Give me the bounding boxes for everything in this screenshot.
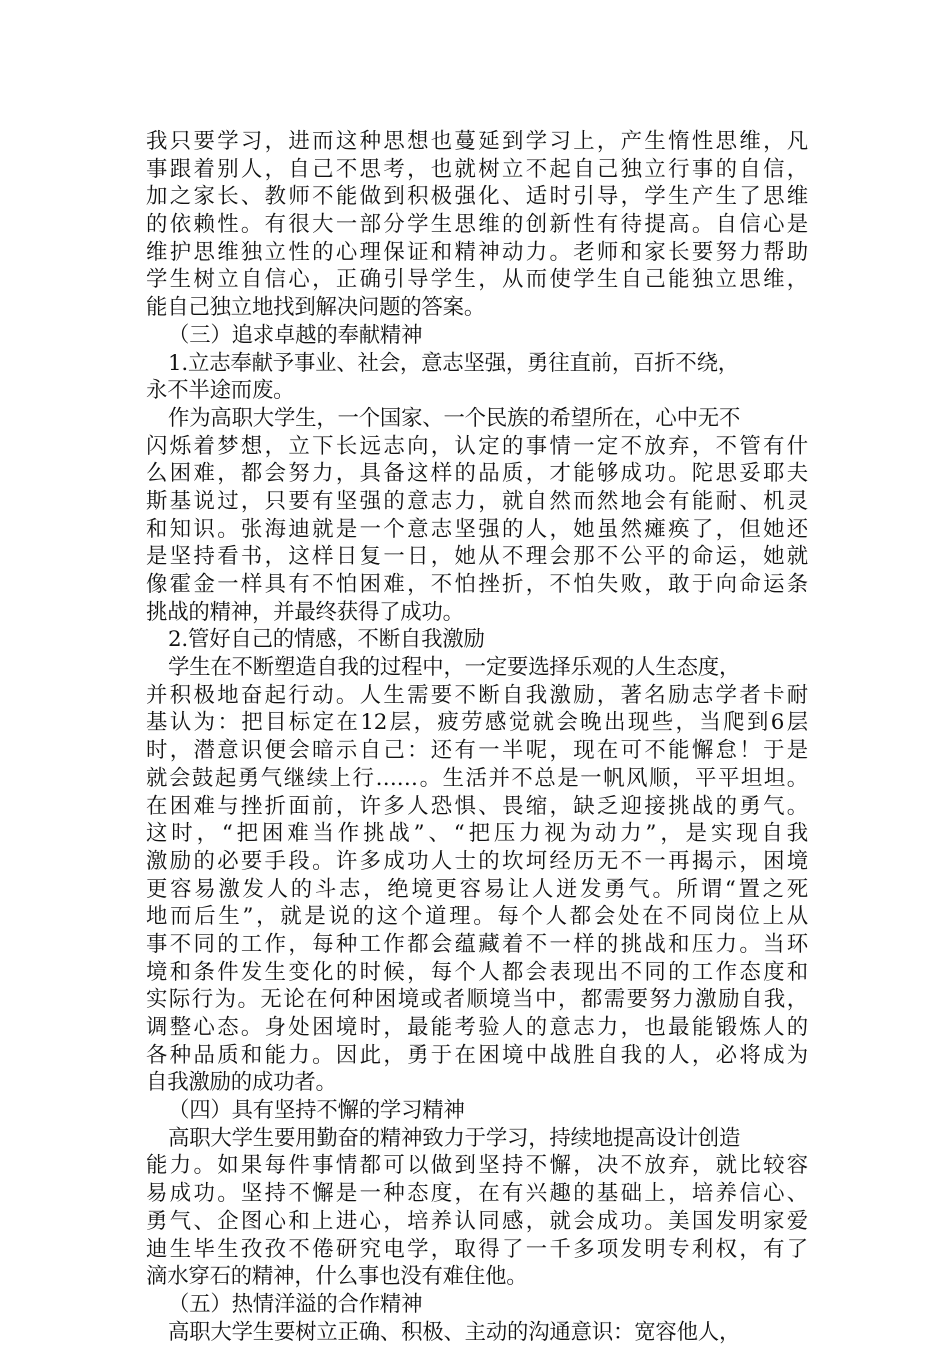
text-line: 地而后生”，就是说的这个道理。每个人都会处在不同岗位上从 [146, 904, 808, 930]
text-line: 么困难，都会努力，具备这样的品质，才能够成功。陀思妥耶夫 [146, 461, 808, 487]
text-line: 各种品质和能力。因此，勇于在困境中战胜自我的人，必将成为 [146, 1042, 808, 1068]
text-line: 就会鼓起勇气继续上行……。生活并不总是一帆风顺，平平坦坦。 [146, 765, 808, 791]
text-line: 境和条件发生变化的时候，每个人都会表现出不同的工作态度和 [146, 959, 808, 985]
text-line: 学生在不断塑造自我的过程中，一定要选择乐观的人生态度， [168, 655, 741, 681]
document-page [146, 128, 808, 1346]
text-line: 能自己独立地找到解决问题的答案。 [146, 295, 486, 321]
text-line: 高职大学生要树立正确、积极、主动的沟通意识：宽容他人， [168, 1319, 741, 1345]
text-line: 像霍金一样具有不怕困难，不怕挫折，不怕失败，敢于向命运条 [146, 572, 808, 597]
text-line: 学生树立自信心，正确引导学生，从而使学生自己能独立思维， [146, 267, 808, 293]
text-line: 闪烁着梦想，立下长远志向，认定的事情一定不放弃，不管有什 [146, 433, 808, 459]
text-line: 迪生毕生孜孜不倦研究电学，取得了一千多项发明专利权，有了 [146, 1236, 808, 1262]
text-line: 高职大学生要用勤奋的精神致力于学习，持续地提高设计创造 [168, 1125, 741, 1151]
text-line: 作为高职大学生，一个国家、一个民族的希望所在，心中无不 [168, 405, 741, 431]
text-line: 勇气、企图心和上进心，培养认同感，就会成功。美国发明家爱 [146, 1208, 808, 1234]
text-line: 这时，“把困难当作挑战”、“把压力视为动力”，是实现自我 [146, 821, 808, 847]
text-line: 时，潜意识便会暗示自己：还有一半呢，现在可不能懈怠！于是 [146, 738, 808, 764]
text-line: 能力。如果每件事情都可以做到坚持不懈，决不放弃，就比较容 [146, 1153, 808, 1179]
text-line: 并积极地奋起行动。人生需要不断自我激励，著名励志学者卡耐 [146, 682, 808, 708]
text-line: （五）热情洋溢的合作精神 [168, 1291, 423, 1317]
text-line: 实际行为。无论在何种困境或者顺境当中，都需要努力激励自我， [146, 987, 808, 1013]
text-line: （三）追求卓越的奉献精神 [168, 322, 423, 348]
text-line: 2.管好自己的情感，不断自我激励 [168, 627, 485, 653]
text-line: 加之家长、教师不能做到积极强化、适时引导，学生产生了思维 [146, 184, 808, 210]
text-line: 永不半途而废。 [146, 378, 295, 404]
text-line: 和知识。张海迪就是一个意志坚强的人，她虽然瘫痪了，但她还 [146, 516, 808, 542]
text-line: 事不同的工作，每种工作都会蕴藏着不一样的挑战和压力。当环 [146, 931, 808, 957]
text-line: 是坚持看书，这样日复一日，她从不理会那不公平的命运，她就 [146, 544, 808, 570]
text-line: 调整心态。身处困境时，最能考验人的意志力，也最能锻炼人的 [146, 1015, 808, 1040]
text-line: 维护思维独立性的心理保证和精神动力。老师和家长要努力帮助 [146, 239, 808, 265]
text-line: 自我激励的成功者。 [146, 1070, 337, 1096]
text-line: 1.立志奉献予事业、社会，意志坚强，勇往直前，百折不绕， [168, 350, 739, 376]
text-line: 斯基说过，只要有坚强的意志力，就自然而然地会有能耐、机灵 [146, 488, 808, 514]
text-line: 我只要学习，进而这种思想也蔓延到学习上，产生惰性思维，凡 [146, 129, 808, 154]
text-line: 更容易激发人的斗志，绝境更容易让人迸发勇气。所谓“置之死 [146, 876, 808, 902]
text-line: 滴水穿石的精神，什么事也没有难住他。 [146, 1264, 528, 1290]
text-line: 挑战的精神，并最终获得了成功。 [146, 599, 464, 625]
text-line: （四）具有坚持不懈的学习精神 [168, 1098, 465, 1124]
text-line: 激励的必要手段。许多成功人士的坎坷经历无不一再揭示，困境 [146, 848, 808, 874]
text-line: 的依赖性。有很大一部分学生思维的创新性有待提高。自信心是 [146, 212, 808, 238]
text-line: 事跟着别人，自己不思考，也就树立不起自己独立行事的自信， [146, 156, 808, 182]
text-line: 易成功。坚持不懈是一种态度，在有兴趣的基础上，培养信心、 [146, 1181, 808, 1207]
text-line: 基认为：把目标定在12层，疲劳感觉就会晚出现些，当爬到6层 [146, 710, 808, 736]
text-line: 在困难与挫折面前，许多人恐惧、畏缩，缺乏迎接挑战的勇气。 [146, 793, 808, 819]
